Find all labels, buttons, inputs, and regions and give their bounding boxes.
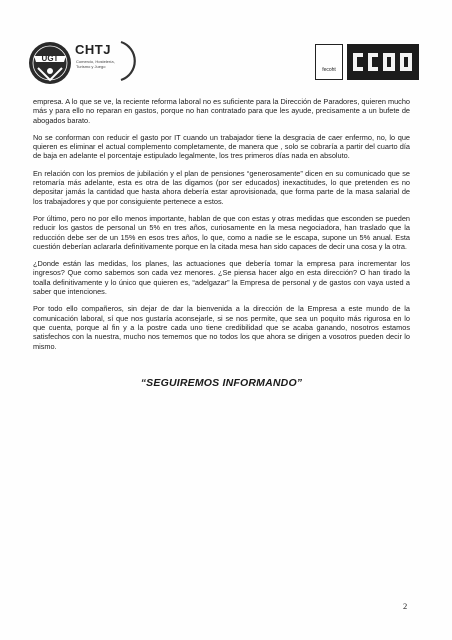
paragraph: En relación con los premios de jubilación y el plan de pensiones “generosamente” dicen en su comunicado que se retomaría más adelante, esta es otra de las digamos (por ser educados) inexactitudes, lo que pretenden es no depositar jamás la cantidad que hasta ahora debería estar aprovisionada, que forma parte de la masa salarial de los trabajadores y que por consiguiente pertenece a estos.	[33, 168, 410, 206]
paragraph: No se conforman con reducir el gasto por IT cuando un trabajador tiene la desgracia de caer enfermo, no, lo que quieren es eliminar el actual complemento completamente, de manera que , solo se cobraría a partir del cuarto día de baja en adelante el porcentaje estipulado legalmente, los tres primeros días nada en absoluto.	[33, 132, 410, 161]
ugt-chtj-logo	[28, 40, 136, 86]
ugt-mark-text: UGT	[41, 54, 59, 63]
ugt-emblem-icon	[28, 40, 72, 86]
fecoht-badge	[315, 44, 343, 80]
document-body	[33, 97, 410, 389]
arc-decoration-icon	[118, 40, 136, 82]
chtj-title: CHTJ	[75, 42, 111, 57]
fecoht-text: fecoht	[322, 67, 336, 73]
ccoo-wordmark-icon	[347, 44, 419, 80]
page-number: 2	[403, 601, 408, 611]
paragraph: ¿Donde están las medidas, los planes, las actuaciones que debería tomar la empresa para incrementar los ingresos? Que como sabemos son cada vez menores. ¿Se piensa hacer algo en esta dirección? O han tirado la toalla definitivamente y lo único que quieren es, “adelgazar” la Empresa de personal y de gastos con vaya usted a saber que intenciones.	[33, 259, 410, 297]
chtj-subtitle: Comercio, Hostelería, Turismo y Juego	[76, 59, 115, 69]
paragraph: Por todo ello compañeros, sin dejar de dar la bienvenida a la dirección de la Empresa a este mundo de la comunicación laboral, sí que nos gustaría aconsejarle, si se nos permite, que sea un poquito más rigurosa en lo que cuenta, porque al fin y a la postre cada uno tiene credibilidad que se acaba ganando, nosotros estamos satisfechos con la nuestra, mucho nos tememos que no todos los que ahora se dirigen a vosotros pueden decir lo mismo.	[33, 304, 410, 351]
closing-slogan: “SEGUIREMOS INFORMANDO”	[140, 376, 303, 389]
ccoo-logo	[315, 44, 419, 80]
paragraph: Por último, pero no por ello menos importante, hablan de que con estas y otras medidas que esconden se pueden reducir los gastos de personal un 5% en tres años, curiosamente en la mesa negociadora, han traslado que la reducción debe ser de un 15% en esos tres años, lo que, como a nadie se le escapa, supone un 5% anual. Esta cuestión deberían aclararla definitivamente porque en la citada mesa han sido capaces de decir una cosa y la otra.	[33, 213, 410, 251]
paragraph: empresa. A lo que se ve, la reciente reforma laboral no es suficiente para la Dirección de Paradores, quieren mucho más y para ello no reparan en gastos, porque no han contratado para que les ayude, precisamente a un bufete de abogados barato.	[33, 97, 410, 125]
